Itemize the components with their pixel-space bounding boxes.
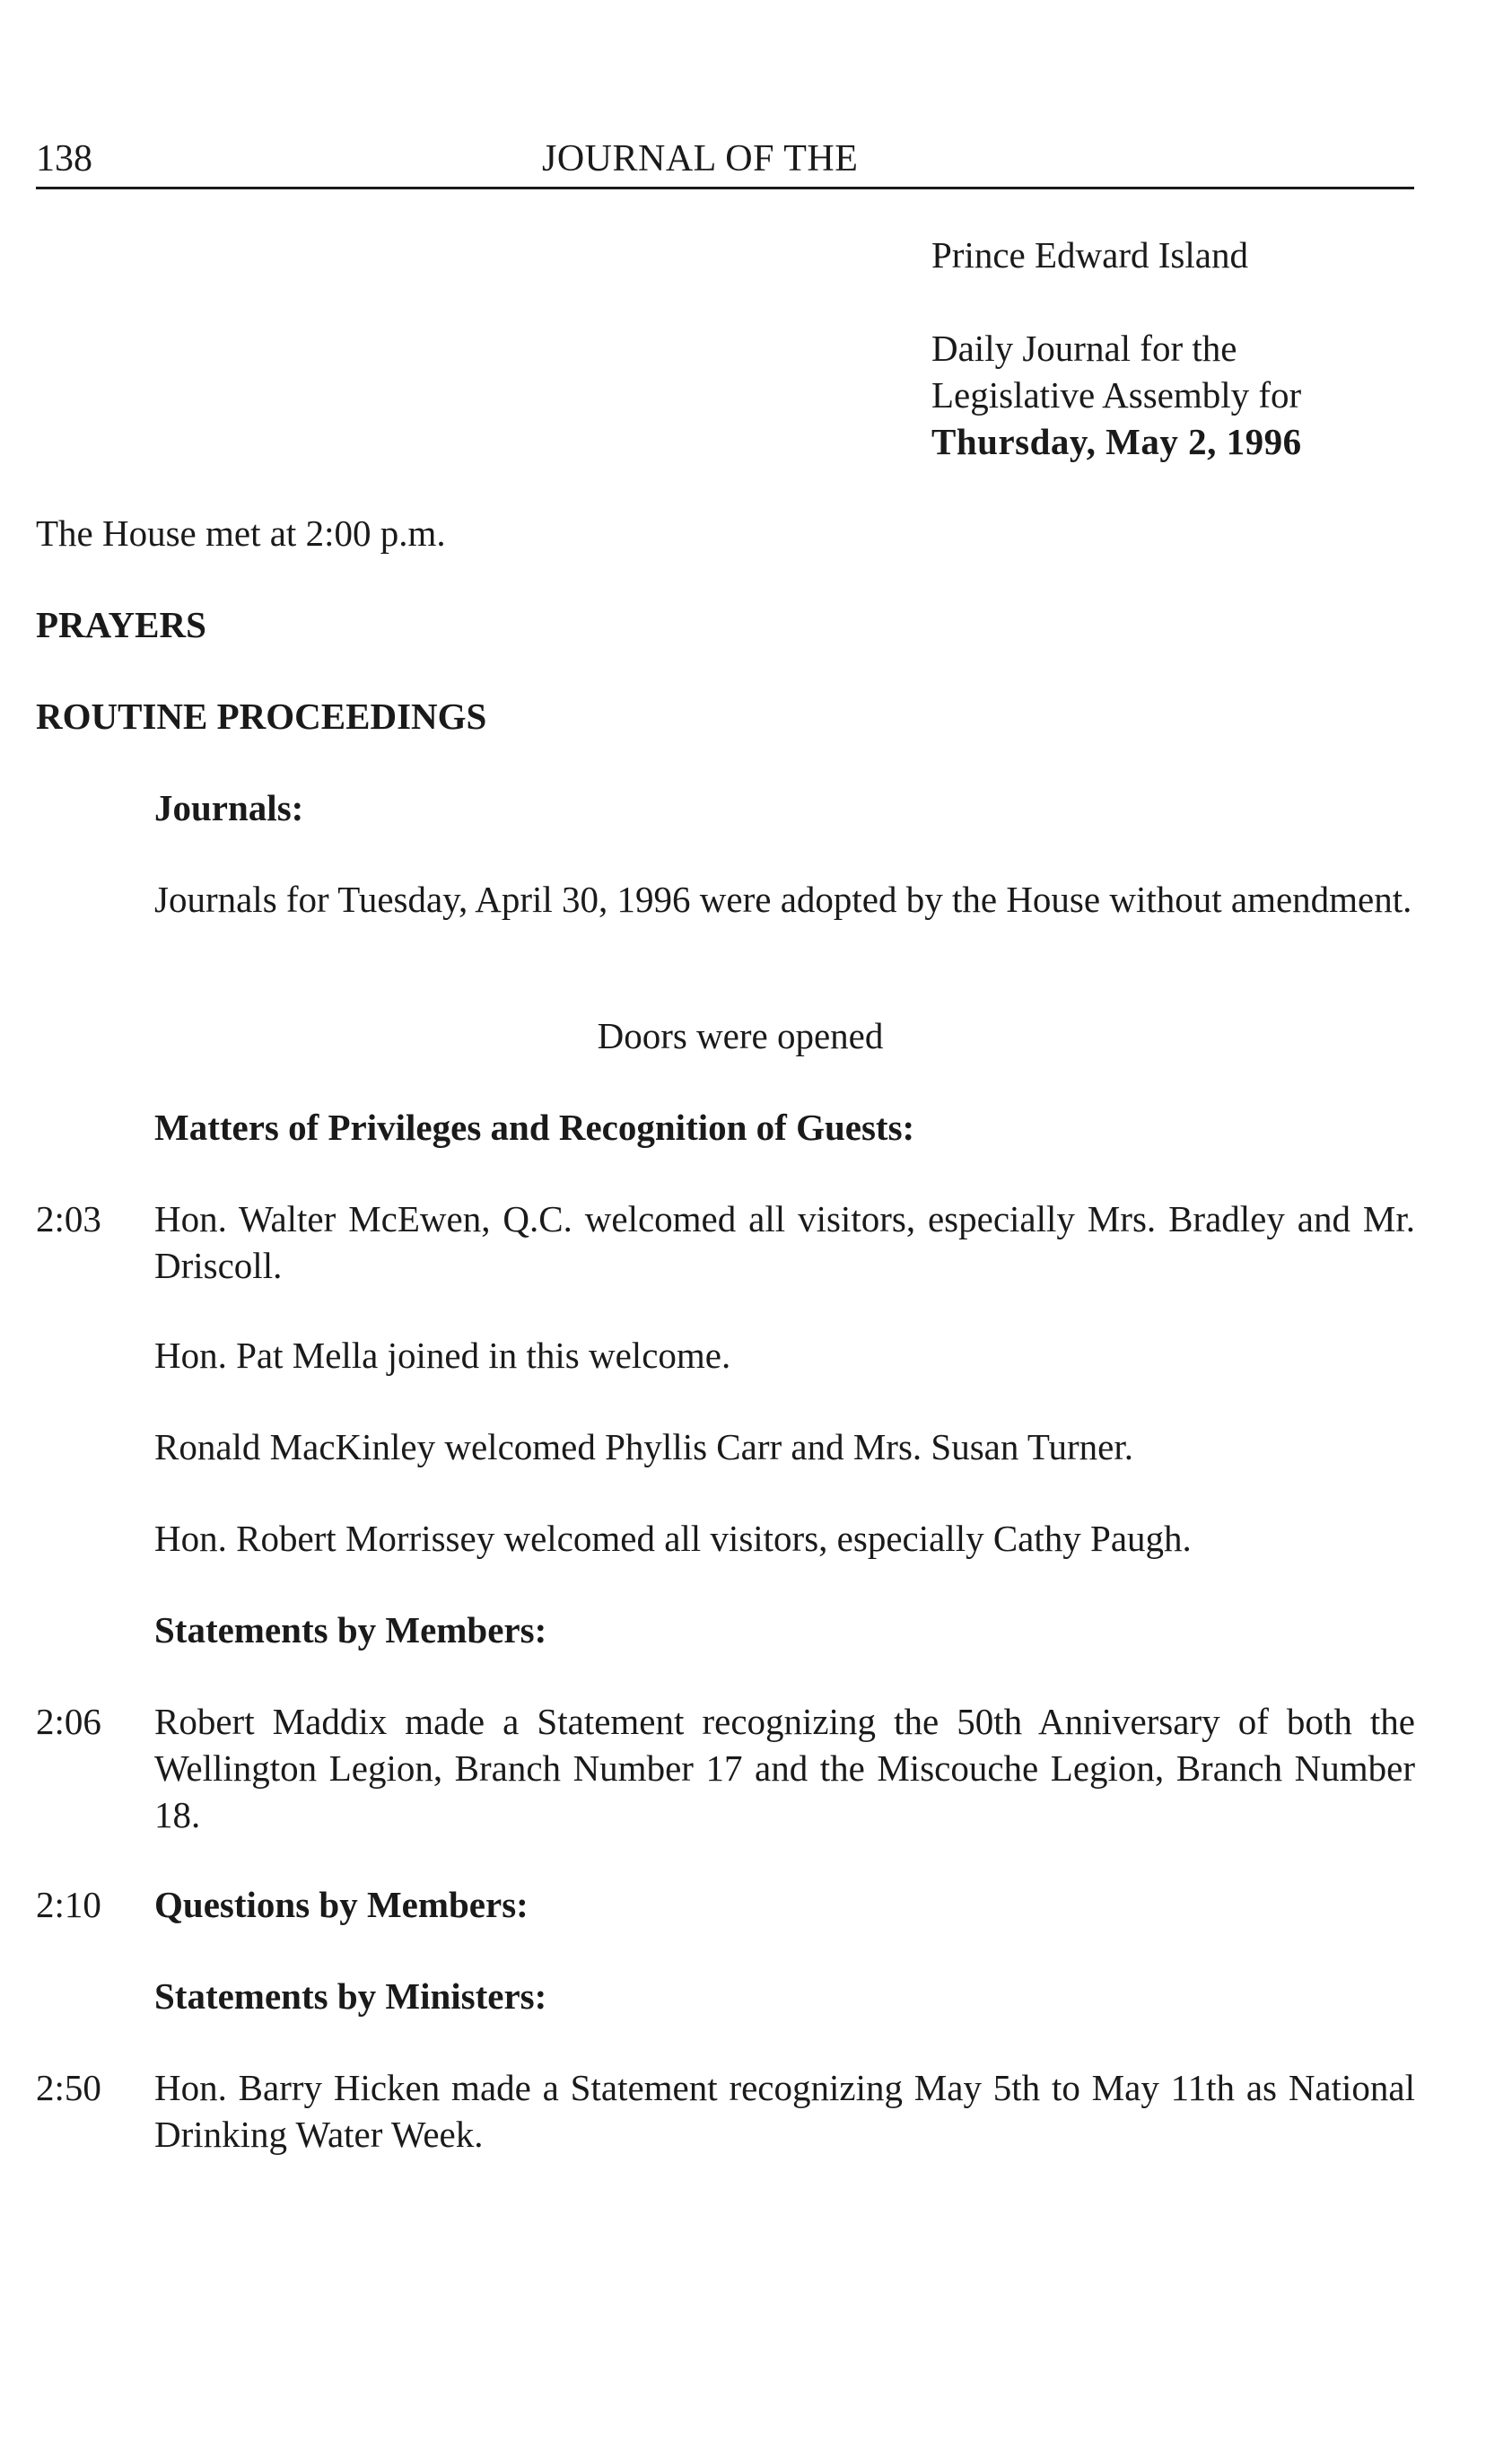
questions-heading: Questions by Members: — [154, 1884, 529, 1925]
entry-time: 2:06 — [36, 1701, 101, 1742]
house-met-line: The House met at 2:00 p.m. — [36, 512, 446, 554]
journal-masthead — [931, 232, 1416, 465]
entry-time: 2:10 — [36, 1884, 101, 1925]
statements-members-heading: Statements by Members: — [154, 1609, 547, 1651]
province-name: Prince Edward Island — [931, 234, 1248, 276]
routine-proceedings-heading: ROUTINE PROCEEDINGS — [36, 696, 487, 737]
prayers-heading: PRAYERS — [36, 604, 206, 645]
entry-time: 2:50 — [36, 2067, 101, 2108]
journals-text: Journals for Tuesday, April 30, 1996 were adopted by the House without amendment. — [154, 879, 1412, 920]
member-statement: Robert Maddix made a Statement recognizing the 50th Anniversary of both the Wellington Legion, Branch Number 17 and the Miscouche Legion, Branch Number 18. — [154, 1701, 1415, 1835]
welcome-entry: Hon. Robert Morrissey welcomed all visitors, especially Cathy Paugh. — [154, 1518, 1192, 1559]
entry-time: 2:03 — [36, 1198, 101, 1239]
welcome-entry: Ronald MacKinley welcomed Phyllis Carr and Mrs. Susan Turner. — [154, 1426, 1133, 1467]
running-head: JOURNAL OF THE — [542, 138, 859, 180]
doors-opened-line: Doors were opened — [597, 1015, 884, 1056]
journal-title-line1: Daily Journal for the — [931, 328, 1237, 369]
statements-ministers-heading: Statements by Ministers: — [154, 1975, 547, 2017]
journal-title-line2: Legislative Assembly for — [931, 374, 1302, 416]
minister-statement: Hon. Barry Hicken made a Statement recognizing May 5th to May 11th as National Drinking Water Week. — [154, 2067, 1415, 2155]
page-header — [36, 131, 1414, 189]
welcome-entry: Hon. Walter McEwen, Q.C. welcomed all visitors, especially Mrs. Bradley and Mr. Driscoll. — [154, 1198, 1415, 1286]
welcome-entry: Hon. Pat Mella joined in this welcome. — [154, 1335, 731, 1376]
page-number: 138 — [36, 138, 92, 180]
privileges-heading: Matters of Privileges and Recognition of Guests: — [154, 1107, 915, 1148]
journals-heading: Journals: — [154, 787, 304, 828]
sitting-date: Thursday, May 2, 1996 — [931, 421, 1302, 462]
